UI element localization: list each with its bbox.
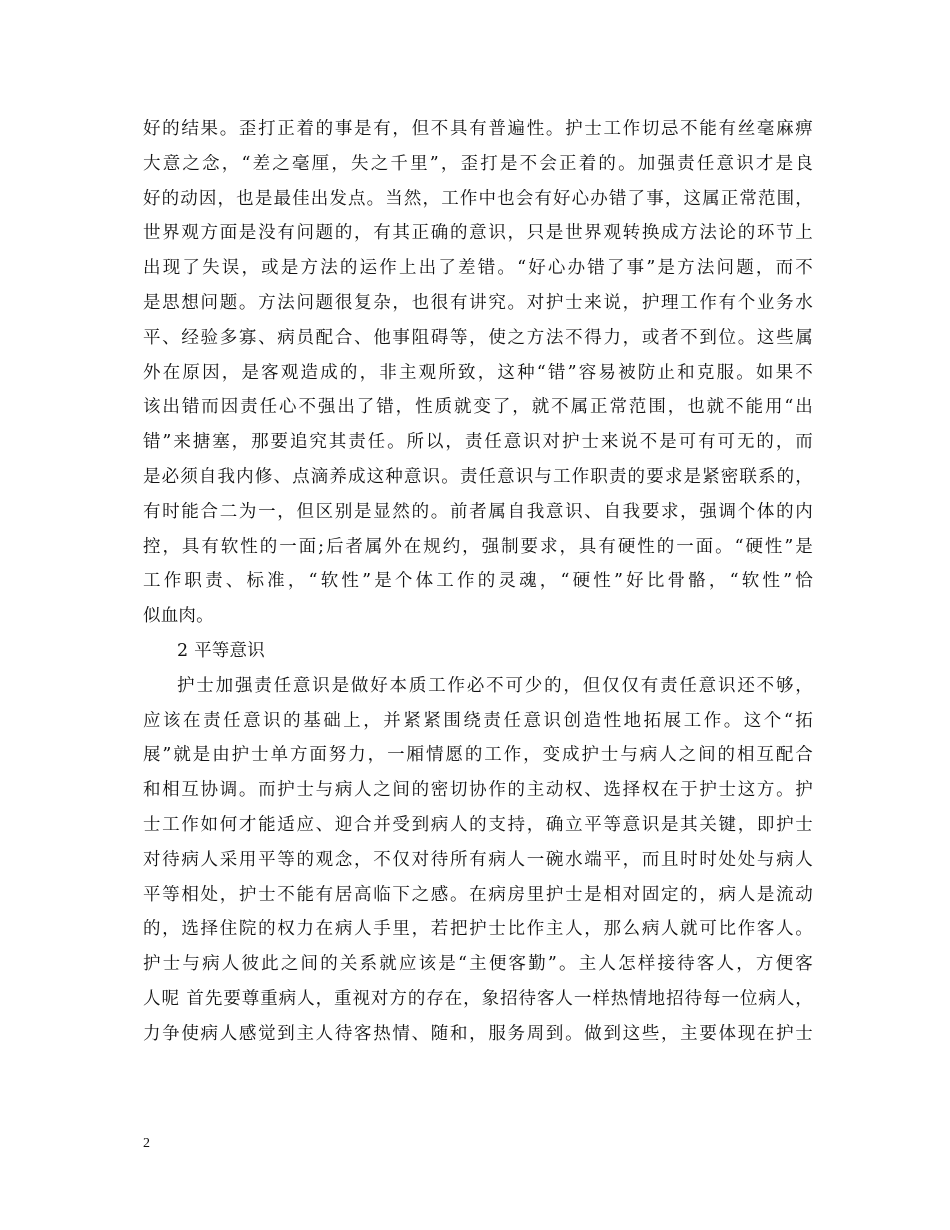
text-line: 人呢 首先要尊重病人，重视对方的存在，象招待客人一样热情地招待每一位病人， (143, 988, 813, 1009)
text-line: 力争使病人感觉到主人待客热情、随和，服务周到。做到这些，主要体现在护士 (143, 1023, 813, 1044)
text-line: 护士与病人彼此之间的关系就应该是“主便客勤”。主人怎样接待客人，方便客 (143, 954, 813, 975)
page-number: 2 (143, 1136, 150, 1151)
text-line: 好的结果。歪打正着的事是有，但不具有普遍性。护士工作切忌不能有丝毫麻痹 (143, 119, 813, 139)
paragraph-equality-awareness (143, 669, 813, 1052)
text-line: 平等相处，护士不能有居高临下之感。在病房里护士是相对固定的，病人是流动 (143, 884, 813, 905)
text-line: 工作职责、标准，“软性”是个体工作的灵魂，“硬性”好比骨骼，“软性”恰 (143, 571, 813, 592)
text-line: 有时能合二为一，但区别是显然的。前者属自我意识、自我要求，强调个体的内 (143, 501, 813, 522)
text-line: 应该在责任意识的基础上，并紧紧围绕责任意识创造性地拓展工作。这个“拓 (143, 710, 813, 731)
text-line: 控，具有软性的一面;后者属外在规约，强制要求，具有硬性的一面。“硬性”是 (143, 536, 813, 557)
section-heading: 2 平等意识 (177, 640, 265, 661)
text-line: 对待病人采用平等的观念，不仅对待所有病人一碗水端平，而且时时处处与病人 (143, 849, 813, 870)
text-line: 是思想问题。方法问题很复杂，也很有讲究。对护士来说，护理工作有个业务水 (143, 292, 813, 313)
document-body (143, 112, 813, 1052)
text-line: 和相互协调。而护士与病人之间的密切协作的主动权、选择权在于护士这方。护 (143, 780, 813, 801)
text-line: 平、经验多寡、病员配合、他事阻碍等，使之方法不得力，或者不到位。这些属 (143, 327, 813, 348)
text-line: 错”来搪塞，那要追究其责任。所以，责任意识对护士来说不是可有可无的，而 (143, 432, 813, 453)
text-line: 出现了失误，或是方法的运作上出了差错。“好心办错了事”是方法问题，而不 (143, 258, 813, 279)
text-line: 该出错而因责任心不强出了错，性质就变了，就不属正常范围，也就不能用“出 (143, 397, 813, 418)
text-line: 的，选择住院的权力在病人手里，若把护士比作主人，那么病人就可比作客人。 (143, 919, 813, 940)
text-line: 好的动因，也是最佳出发点。当然，工作中也会有好心办错了事，这属正常范围， (143, 188, 813, 209)
text-line: 是必须自我内修、点滴养成这种意识。责任意识与工作职责的要求是紧密联系的， (143, 466, 813, 487)
paragraph-responsibility-awareness (143, 112, 813, 634)
text-line: 世界观方面是没有问题的，有其正确的意识，只是世界观转换成方法论的环节上 (143, 223, 813, 244)
text-line: 外在原因，是客观造成的，非主观所致，这种“错”容易被防止和克服。如果不 (143, 362, 813, 383)
text-line: 大意之念，“差之毫厘，失之千里”，歪打是不会正着的。加强责任意识才是良 (143, 153, 813, 174)
text-line: 似血肉。 (143, 606, 214, 627)
text-line: 展”就是由护士单方面努力，一厢情愿的工作，变成护士与病人之间的相互配合 (143, 745, 813, 766)
text-line: 护士加强责任意识是做好本质工作必不可少的，但仅仅有责任意识还不够， (177, 675, 813, 696)
text-line: 士工作如何才能适应、迎合并受到病人的支持，确立平等意识是其关键，即护士 (143, 814, 813, 835)
